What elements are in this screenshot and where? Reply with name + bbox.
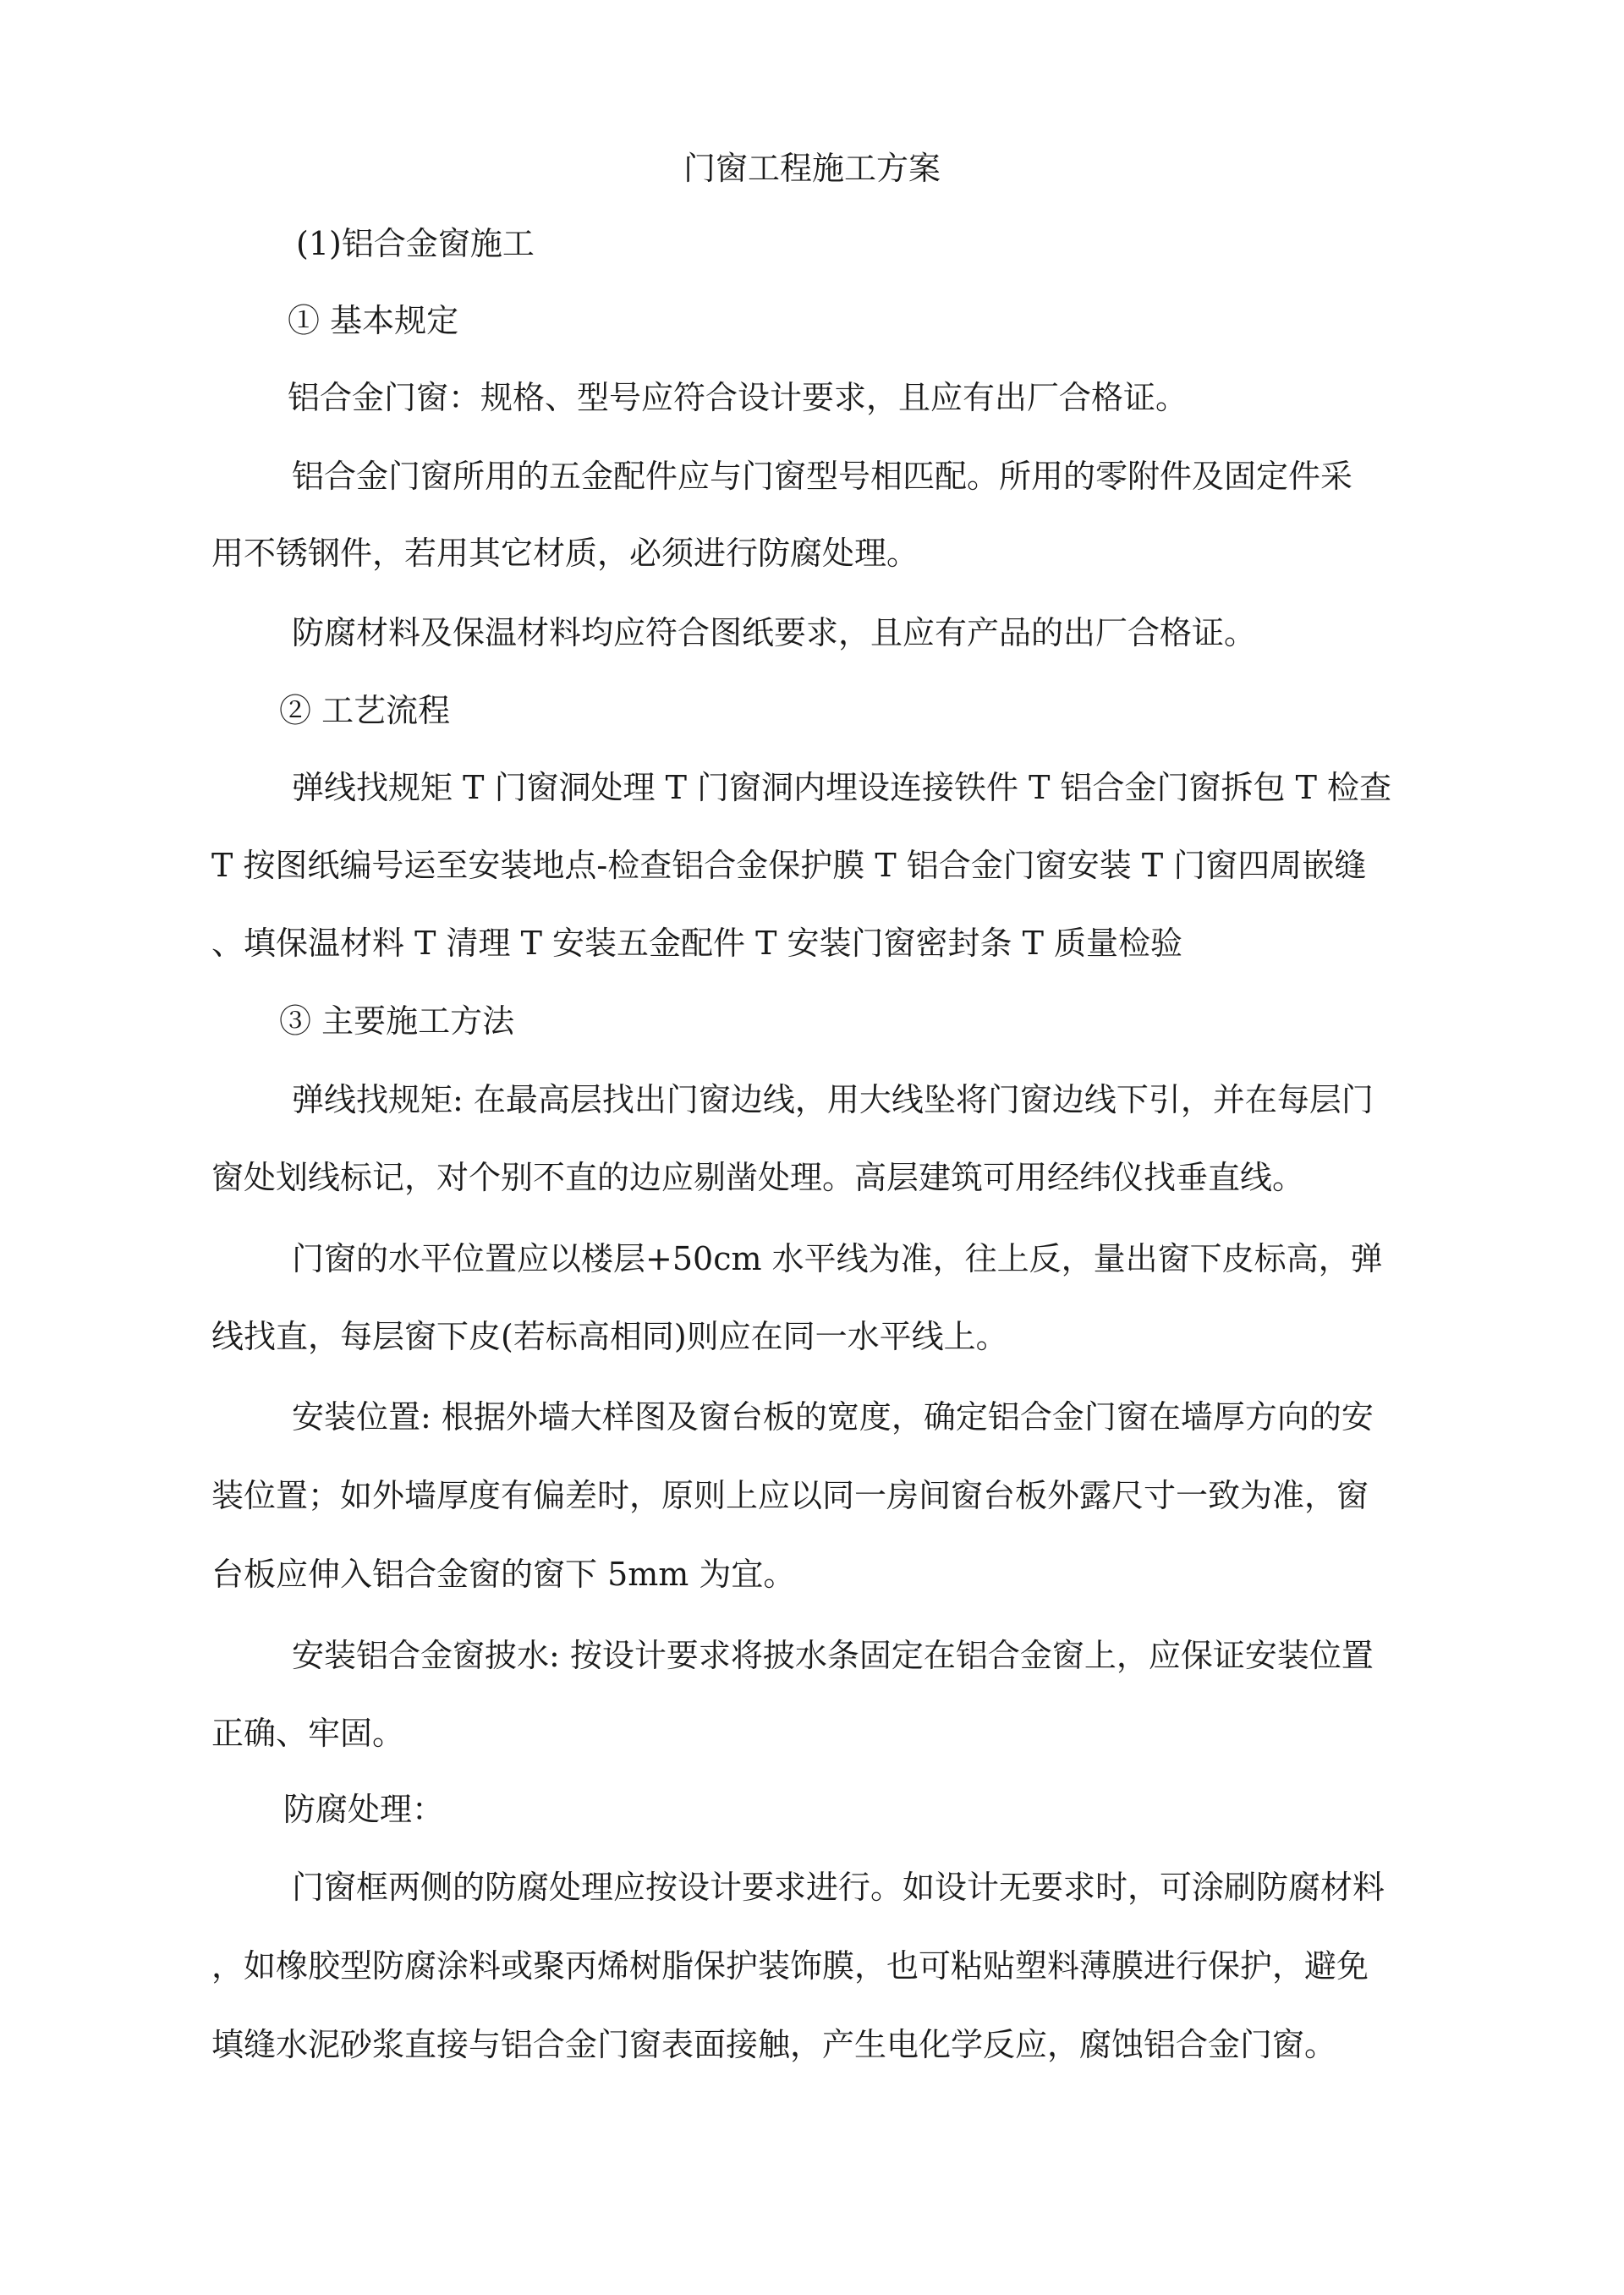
paragraph-line: 弹线找规矩: 在最高层找出门窗边线，用大线坠将门窗边线下引，并在每层门 xyxy=(292,1081,1374,1118)
subsection-heading: ② 工艺流程 xyxy=(279,692,451,729)
page-title: 门窗工程施工方案 xyxy=(683,150,941,187)
paragraph-line: 窗处划线标记，对个别不直的边应剔凿处理。高层建筑可用经纬仪找垂直线。 xyxy=(211,1159,1305,1196)
paragraph-heading: 防腐处理： xyxy=(283,1791,445,1828)
subsection-heading: ① 基本规定 xyxy=(288,302,459,339)
paragraph-line: 弹线找规矩 T 门窗洞处理 T 门窗洞内埋设连接铁件 T 铝合金门窗拆包 T 检查 xyxy=(292,769,1392,806)
paragraph-line: 台板应伸入铝合金窗的窗下 5mm 为宜。 xyxy=(211,1556,796,1593)
paragraph-line: 安装铝合金窗披水: 按设计要求将披水条固定在铝合金窗上，应保证安装位置 xyxy=(292,1637,1374,1674)
paragraph-line: 铝合金门窗：规格、型号应符合设计要求，且应有出厂合格证。 xyxy=(288,379,1188,416)
paragraph-line: 用不锈钢件，若用其它材质，必须进行防腐处理。 xyxy=(211,535,919,572)
paragraph-line: 、填保温材料 T 清理 T 安装五金配件 T 安装门窗密封条 T 质量检验 xyxy=(211,925,1183,962)
paragraph-line: 线找直，每层窗下皮(若标高相同)则应在同一水平线上。 xyxy=(211,1318,1008,1355)
section-heading: (1)铝合金窗施工 xyxy=(296,225,535,262)
paragraph-line: 铝合金门窗所用的五金配件应与门窗型号相匹配。所用的零附件及固定件采 xyxy=(292,458,1353,495)
paragraph-line: 安装位置: 根据外墙大样图及窗台板的宽度，确定铝合金门窗在墙厚方向的安 xyxy=(292,1398,1374,1436)
subsection-heading: ③ 主要施工方法 xyxy=(279,1002,515,1040)
paragraph-line: T 按图纸编号运至安装地点-检查铝合金保护膜 T 铝合金门窗安装 T 门窗四周嵌缝 xyxy=(211,847,1367,884)
paragraph-line: ，如橡胶型防腐涂料或聚丙烯树脂保护装饰膜，也可粘贴塑料薄膜进行保护，避免 xyxy=(211,1947,1369,1985)
paragraph-line: 门窗的水平位置应以楼层+50cm 水平线为准，往上反，量出窗下皮标高，弹 xyxy=(292,1240,1383,1277)
paragraph-line: 防腐材料及保温材料均应符合图纸要求，且应有产品的出厂合格证。 xyxy=(292,614,1257,651)
paragraph-line: 正确、牢固。 xyxy=(211,1715,405,1752)
paragraph-line: 填缝水泥砂浆直接与铝合金门窗表面接触，产生电化学反应，腐蚀铝合金门窗。 xyxy=(211,2026,1337,2063)
paragraph-line: 门窗框两侧的防腐处理应按设计要求进行。如设计无要求时，可涂刷防腐材料 xyxy=(292,1869,1385,1906)
paragraph-line: 装位置；如外墙厚度有偏差时，原则上应以同一房间窗台板外露尺寸一致为准，窗 xyxy=(211,1477,1369,1514)
